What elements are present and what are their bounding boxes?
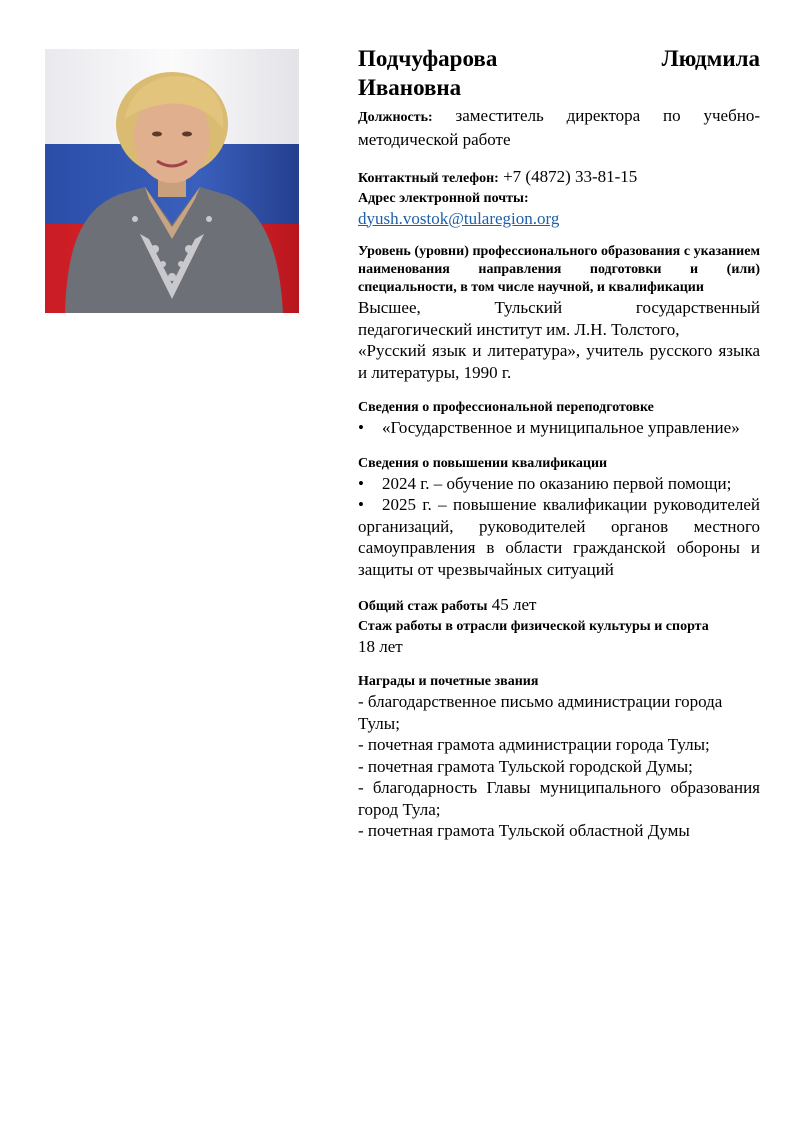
total-experience-label: Общий стаж работы xyxy=(358,599,488,614)
experience-block xyxy=(358,594,760,657)
education-block xyxy=(358,243,760,383)
profile-content xyxy=(358,44,760,842)
sport-experience-value: 18 лет xyxy=(358,636,403,656)
education-line-1: Высшее, Тульский государственный xyxy=(358,298,760,317)
qualification-heading: Сведения о повышении квалификации xyxy=(358,455,608,471)
contacts-block xyxy=(358,166,760,229)
retraining-item: • «Государственное и муниципальное управление» xyxy=(358,418,740,437)
name-first: Людмила xyxy=(661,46,760,71)
qualification-item: • 2025 г. – повышение квалификации руководителей организаций, руководителей органов местного самоуправления в области гражданской обороны и защиты от чрезвычайных ситуаций xyxy=(358,495,760,579)
email-link[interactable]: dyush.vostok@tularegion.org xyxy=(358,208,560,228)
education-line-3: «Русский язык и литература», учитель русского языка и литературы, 1990 г. xyxy=(358,341,760,382)
total-experience-value: 45 лет xyxy=(491,595,537,614)
awards-heading: Награды и почетные звания xyxy=(358,674,539,689)
phone-value: +7 (4872) 33-81-15 xyxy=(503,167,638,186)
bullet-icon: • xyxy=(358,495,364,514)
person-name xyxy=(358,44,760,102)
bullet-icon: • xyxy=(358,473,364,493)
portrait-image xyxy=(45,49,299,313)
education-heading: Уровень (уровни) профессионального образования с указанием наименования направления подготовки и (или) специальности, в том числе научной, и квалификации xyxy=(358,244,760,295)
name-surname: Подчуфарова xyxy=(358,46,498,71)
position-label: Должность: xyxy=(358,110,433,125)
phone-label: Контактный телефон: xyxy=(358,171,499,186)
qualification-item: • 2024 г. – обучение по оказанию первой помощи; xyxy=(358,473,732,493)
education-line-2: педагогический институт им. Л.Н. Толстого, xyxy=(358,319,680,339)
bullet-icon: • xyxy=(358,418,364,437)
qualification-block xyxy=(358,455,760,581)
awards-block xyxy=(358,673,760,842)
award-item: - благодарность Главы муниципального образования город Тула; xyxy=(358,778,760,819)
award-item: - почетная грамота Тульской городской Думы; xyxy=(358,756,693,776)
name-patronymic: Ивановна xyxy=(358,75,462,100)
retraining-heading: Сведения о профессиональной переподготовке xyxy=(358,400,654,415)
award-item: - благодарственное письмо администрации города Тулы; xyxy=(358,692,723,733)
profile-photo xyxy=(45,49,299,313)
position-value: заместитель директора по учебно-методической работе xyxy=(358,106,761,149)
retraining-block xyxy=(358,399,760,439)
position-block xyxy=(358,105,760,150)
award-item: - почетная грамота Тульской областной Думы xyxy=(358,821,690,840)
email-label: Адрес электронной почты: xyxy=(358,190,529,206)
sport-experience-label: Стаж работы в отрасли физической культуры и спорта xyxy=(358,618,709,634)
award-item: - почетная грамота администрации города Тулы; xyxy=(358,735,710,754)
